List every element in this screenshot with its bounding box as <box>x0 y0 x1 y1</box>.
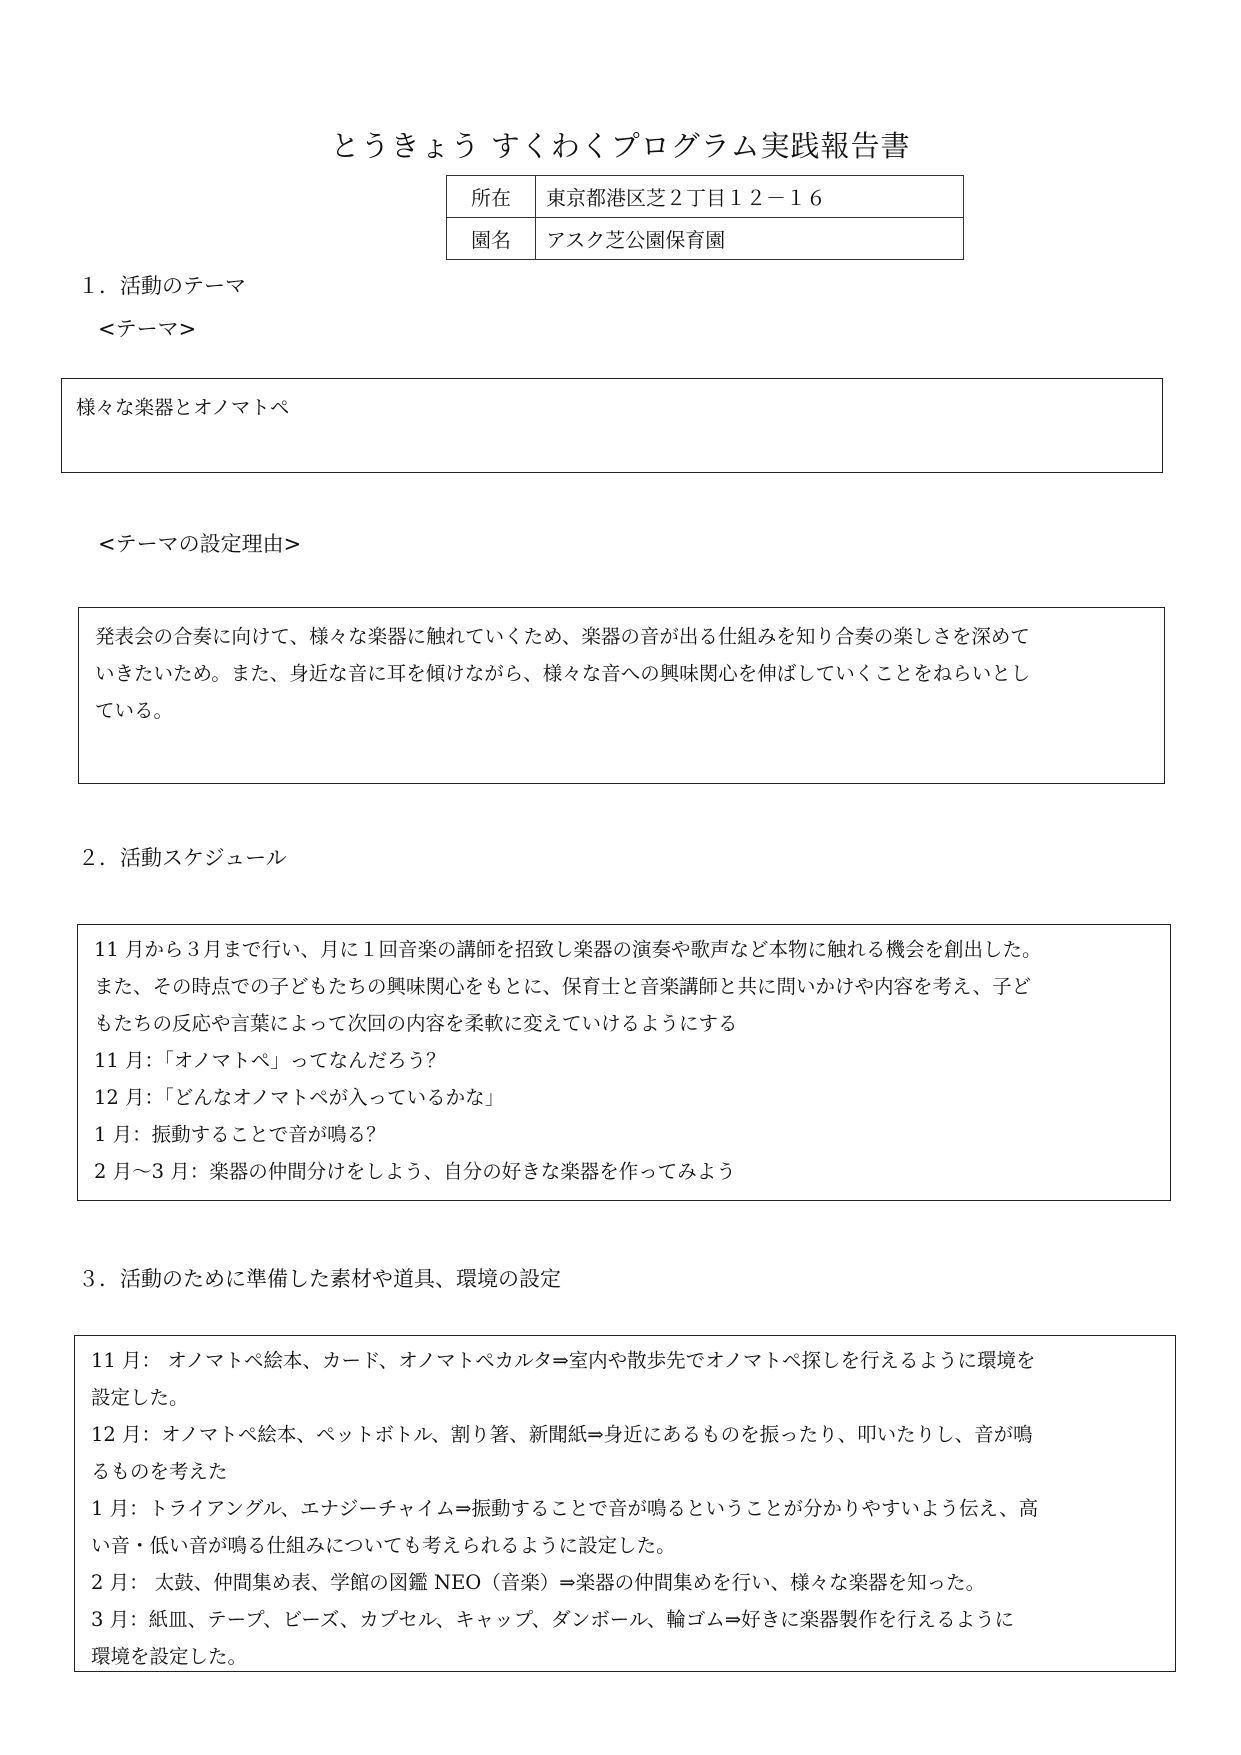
reason-label: <テーマの設定理由> <box>98 532 302 556</box>
materials-line: 環境を設定した。 <box>91 1645 248 1668</box>
schedule-box <box>77 924 1171 1201</box>
section3-heading: ３．活動のために準備した素材や道具、環境の設定 <box>78 1267 561 1291</box>
materials-line: 12 月：オノマトペ絵本、ペットボトル、割り箸、新聞紙⇒身近にあるものを振ったり、叩いたりし、音が鳴 <box>91 1423 1033 1446</box>
location-row <box>447 176 964 218</box>
name-label: 園名 <box>447 218 536 260</box>
materials-box <box>74 1335 1176 1672</box>
theme-box <box>61 378 1163 473</box>
schedule-line: 11 月から３月まで行い、月に１回音楽の講師を招致し楽器の演奏や歌声など本物に触れる機会を創出した。 <box>94 938 1042 961</box>
schedule-line: 11 月：「オノマトペ」ってなんだろう？ <box>94 1049 446 1072</box>
section1-heading: １．活動のテーマ <box>78 274 246 298</box>
schedule-line: 2 月～3 月：楽器の仲間分けをしよう、自分の好きな楽器を作ってみよう <box>94 1160 736 1183</box>
schedule-line: 12 月：「どんなオノマトペが入っているかな」 <box>94 1086 505 1109</box>
materials-line: 2 月： 太鼓、仲間集め表、学館の図鑑 NEO（音楽）⇒楽器の仲間集めを行い、様々な楽器を知った。 <box>91 1571 986 1594</box>
reason-line: ている。 <box>95 699 174 722</box>
location-label: 所在 <box>447 176 536 218</box>
location-value: 東京都港区芝２丁目１２－１６ <box>536 176 964 218</box>
materials-line: るものを考えた <box>91 1460 228 1483</box>
page-title: とうきょう すくわくプログラム実践報告書 <box>330 129 911 163</box>
info-table <box>446 175 964 260</box>
materials-line: 3 月：紙皿、テープ、ビーズ、カプセル、キャップ、ダンボール、輪ゴム⇒好きに楽器製作を行えるように <box>91 1608 1015 1631</box>
theme-text: 様々な楽器とオノマトペ <box>76 396 290 419</box>
materials-line: 設定した。 <box>91 1386 189 1409</box>
schedule-line: 1 月：振動することで音が鳴る？ <box>94 1123 386 1146</box>
materials-line: 1 月：トライアングル、エナジーチャイム⇒振動することで音が鳴るということが分かりやすいよう伝え、高 <box>91 1497 1039 1520</box>
reason-line: 発表会の合奏に向けて、様々な楽器に触れていくため、楽器の音が出る仕組みを知り合奏の楽しさを深めて <box>95 625 1030 648</box>
name-value: アスク芝公園保育園 <box>536 218 964 260</box>
theme-label: <テーマ> <box>98 317 197 341</box>
schedule-line: もたちの反応や言葉によって次回の内容を柔軟に変えていけるようにする <box>94 1012 738 1035</box>
materials-line: 11 月： オノマトペ絵本、カード、オノマトペカルタ⇒室内や散歩先でオノマトペ探しを行えるように環境を <box>91 1349 1036 1372</box>
reason-line: いきたいため。また、身近な音に耳を傾けながら、様々な音への興味関心を伸ばしていくことをねらいとし <box>95 662 1031 685</box>
schedule-line: また、その時点での子どもたちの興味関心をもとに、保育士と音楽講師と共に問いかけや内容を考え、子ど <box>94 975 1032 998</box>
materials-line: い音・低い音が鳴る仕組みについても考えられるように設定した。 <box>91 1534 676 1557</box>
name-row <box>447 218 964 260</box>
reason-box <box>78 607 1165 784</box>
section2-heading: ２．活動スケジュール <box>78 846 287 870</box>
